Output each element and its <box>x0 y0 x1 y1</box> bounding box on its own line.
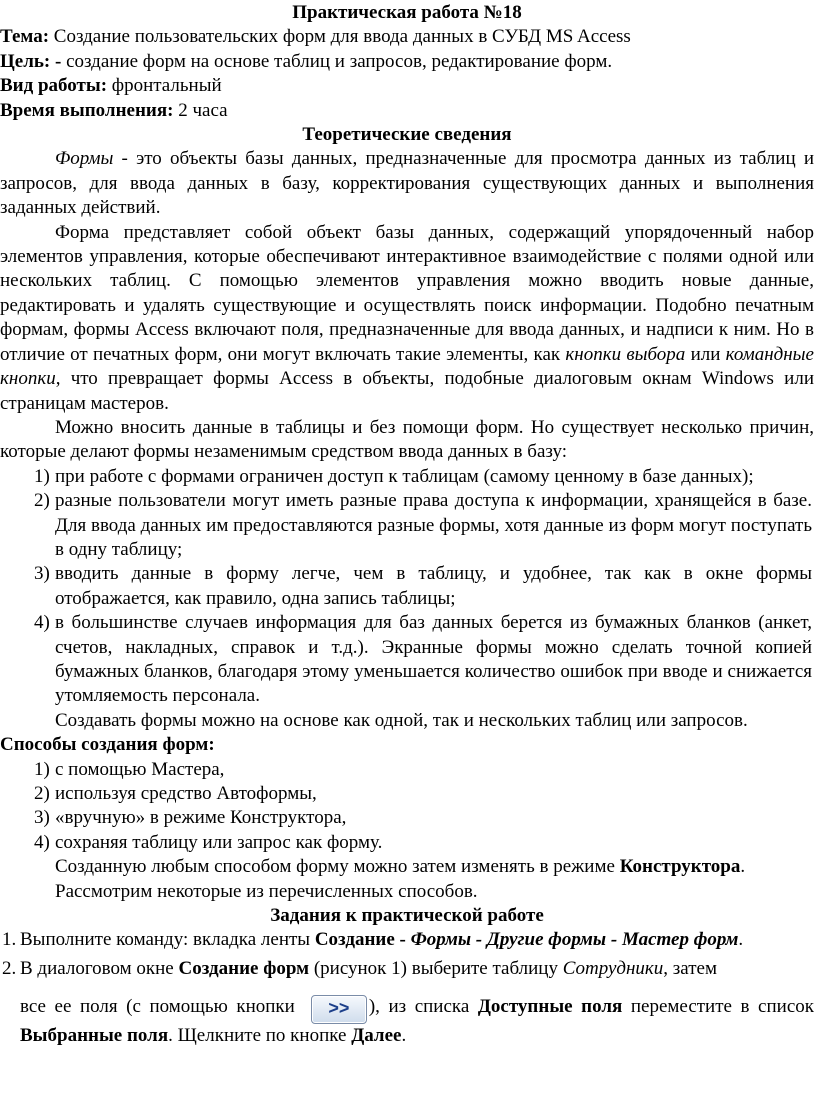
task-1-text: Выполните команду: вкладка ленты <box>20 929 315 951</box>
theory-paragraph-2-c: , что превращает формы Access в объекты, подобные диалоговым окнам Windows или страницам мастеров. <box>0 368 814 414</box>
goal-line <box>0 50 814 74</box>
list-item <box>0 465 814 489</box>
task-number: 1. <box>2 929 17 951</box>
task-2-text-e: ), из списка <box>368 996 478 1018</box>
employees-table-term: Сотрудники <box>562 957 664 979</box>
list-item-number: 3) <box>34 563 50 585</box>
list-item-text: с помощью Мастера, <box>55 758 225 780</box>
task-2-text-b: (рисунок 1) выберите таблицу <box>309 957 563 979</box>
theory-heading: Теоретические сведения <box>302 124 512 146</box>
methods-note-end: . <box>740 856 746 878</box>
list-item-number: 2) <box>34 783 50 804</box>
list-item-text: вводить данные в форму легче, чем в таблицу, и удобнее, так как в окне формы отображается, как правило, одна запись таблицы; <box>55 563 812 609</box>
theory-paragraph-4: Создавать формы можно на основе как одной, так и нескольких таблиц или запросов. <box>55 709 748 731</box>
list-item <box>0 489 814 562</box>
list-item <box>0 831 814 855</box>
list-item-number: 1) <box>34 758 50 780</box>
theory-paragraph-1 <box>0 147 814 220</box>
goal-text: создание форм на основе таблиц и запросов, редактирование форм. <box>61 50 613 72</box>
theory-paragraph-2 <box>0 221 814 416</box>
list-item-number: 4) <box>34 612 50 634</box>
methods-heading: Способы создания форм: <box>0 734 215 756</box>
list-item-number: 3) <box>34 807 50 829</box>
constructor-term: Конструктора <box>619 856 741 878</box>
task-2-text-a: В диалоговом окне <box>20 957 179 979</box>
task-number: 2. <box>2 957 17 979</box>
task-item <box>0 957 814 1049</box>
list-item <box>0 611 814 709</box>
choice-buttons-term: кнопки выбора <box>565 343 686 365</box>
tasks-heading: Задания к практической работе <box>270 905 544 927</box>
reasons-list <box>0 465 814 709</box>
task-2-text-d: все ее поля (с помощью кнопки <box>20 996 295 1018</box>
task-2-text-f: переместите в список <box>622 996 814 1018</box>
move-all-button-image: >> <box>311 995 367 1024</box>
command-buttons-term: командные кнопки <box>0 343 814 390</box>
kind-line <box>0 74 814 98</box>
list-item-number: 1) <box>34 465 50 487</box>
list-item <box>0 758 814 782</box>
list-item-text: в большинстве случаев информация для баз данных берется из бумажных бланков (анкет, счетов, накладных, справок и т.д.). Экранные формы можно сделать точной копией бумажных бланков, благодаря этому уменьшается количество ошибок при вводе и снижается утомляемость персонала. <box>55 612 812 707</box>
list-item-text: при работе с формами ограничен доступ к таблицам (самому ценному в базе данных); <box>55 465 754 487</box>
task-item <box>0 928 814 952</box>
methods-note-text: Созданную любым способом форму можно затем изменять в режиме <box>55 856 620 878</box>
goal-label: Цель: - <box>0 50 62 72</box>
methods-list <box>0 758 814 856</box>
list-item-text: «вручную» в режиме Конструктора, <box>55 807 347 829</box>
next-button-term: Далее <box>351 1025 402 1047</box>
topic-text: Создание пользовательских форм для ввода данных в СУБД MS Access <box>49 26 631 48</box>
task-2-end: . <box>401 1025 407 1047</box>
list-item-number: 4) <box>34 831 50 853</box>
list-item <box>0 806 814 830</box>
theory-paragraph-2-b: или <box>685 343 726 365</box>
topic-label: Тема: <box>0 26 50 48</box>
task-2-text-c: , затем <box>663 957 717 979</box>
available-fields-term: Доступные поля <box>477 996 623 1018</box>
forms-path-term: Формы - Другие формы - Мастер форм <box>405 929 739 951</box>
time-line <box>0 99 814 123</box>
kind-text: фронтальный <box>107 75 222 97</box>
kind-label: Вид работы: <box>0 75 108 97</box>
tasks-list <box>0 928 814 1048</box>
forms-term: Формы - <box>55 148 128 170</box>
list-item <box>0 562 814 611</box>
theory-paragraph-1-text: это объекты базы данных, предназначенные для просмотра данных из таблиц и запросов, для ввода данных в базу, корректирования существующих данных и выполнения заданных действий. <box>0 148 814 219</box>
create-tab-term: Создание - <box>314 929 406 951</box>
list-item <box>0 782 814 806</box>
list-item-text: разные пользователи могут иметь разные права доступа к информации, хранящейся в базе. Для ввода данных им предоставляются разные формы, хотя данные из форм могут поступать в одну таблицу; <box>55 490 812 560</box>
methods-note <box>0 855 814 879</box>
page-title: Практическая работа №18 <box>292 2 522 23</box>
list-item-text: сохраняя таблицу или запрос как форму. <box>55 831 383 853</box>
topic-line <box>0 25 814 49</box>
list-item-number: 2) <box>34 490 50 512</box>
time-label: Время выполнения: <box>0 99 174 121</box>
task-2-text-g: . Щелкните по кнопке <box>168 1025 352 1047</box>
task-1-end: . <box>738 929 744 951</box>
create-forms-dialog-term: Создание форм <box>178 957 310 979</box>
list-item-text: используя средство Автоформы, <box>55 783 317 804</box>
theory-paragraph-3: Можно вносить данные в таблицы и без помощи форм. Но существует несколько причин, которые делают формы незаменимым средством ввода данных в базу: <box>0 416 814 463</box>
selected-fields-term: Выбранные поля <box>20 1025 169 1047</box>
time-text: 2 часа <box>173 99 228 121</box>
methods-note-2: Рассмотрим некоторые из перечисленных способов. <box>55 880 478 902</box>
theory-paragraph-2-a: Форма представляет собой объект базы данных, содержащий упорядоченный набор элементов управления, которые обеспечивают интерактивное взаимодействие с полями одной или нескольких таблиц. С помощью элементов управления можно вводить новые данные, редактировать и удалять существующие и осуществлять поиск информации. Подобно печатным формам, формы Access включают поля, предназначенные для ввода данных, и надписи к ним. Но в отличие от печатных форм, они могут включать такие элементы, как <box>0 221 814 365</box>
